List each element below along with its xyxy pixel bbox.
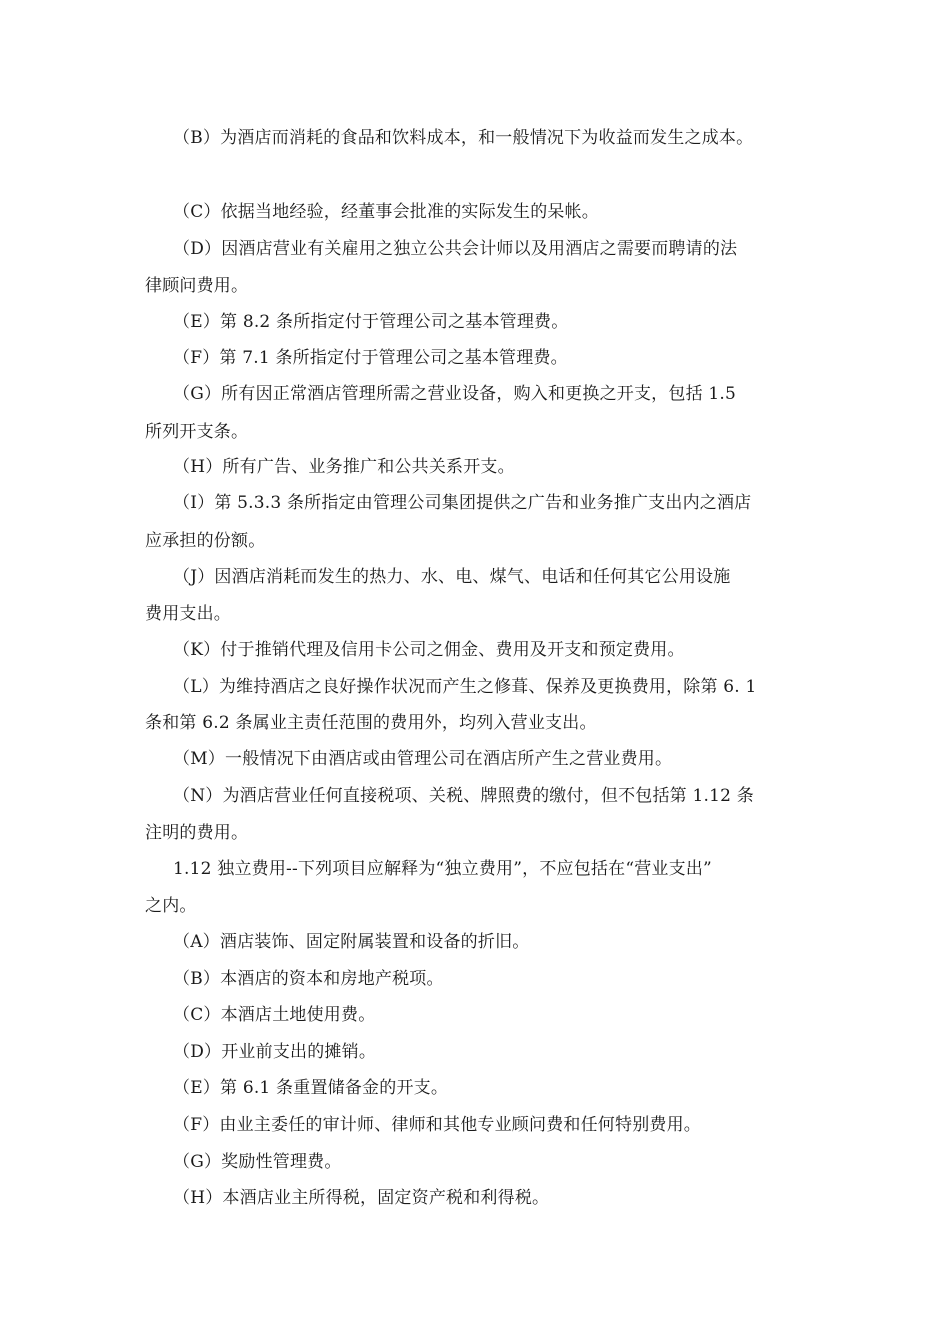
paragraph-line: （I）第 5.3.3 条所指定由管理公司集团提供之广告和业务推广支出内之酒店 bbox=[173, 493, 752, 513]
section-heading-line: 1.12 独立费用--下列项目应解释为“独立费用”，不应包括在“营业支出” bbox=[173, 859, 712, 879]
paragraph-line: （K）付于推销代理及信用卡公司之佣金、费用及开支和预定费用。 bbox=[173, 640, 685, 660]
paragraph-line: （N）为酒店营业任何直接税项、关税、牌照费的缴付，但不包括第 1.12 条 bbox=[173, 786, 754, 806]
paragraph-line: 条和第 6.2 条属业主责任范围的费用外，均列入营业支出。 bbox=[145, 713, 597, 733]
paragraph-line: 注明的费用。 bbox=[145, 823, 249, 843]
paragraph-line: （G）所有因正常酒店管理所需之营业设备，购入和更换之开支，包括 1.5 bbox=[173, 384, 737, 404]
paragraph-line: 之内。 bbox=[145, 896, 197, 916]
paragraph-line: （D）因酒店营业有关雇用之独立公共会计师以及用酒店之需要而聘请的法 bbox=[173, 239, 738, 259]
paragraph-line: 律顾问费用。 bbox=[145, 276, 249, 296]
paragraph-line: （F）第 7.1 条所指定付于管理公司之基本管理费。 bbox=[173, 348, 568, 368]
paragraph-line: （E）第 8.2 条所指定付于管理公司之基本管理费。 bbox=[173, 312, 569, 332]
paragraph-line: 应承担的份额。 bbox=[145, 531, 266, 551]
paragraph-line: （C）本酒店土地使用费。 bbox=[173, 1005, 376, 1025]
paragraph-line: 所列开支条。 bbox=[145, 422, 249, 442]
paragraph-line: （H）本酒店业主所得税，固定资产税和利得税。 bbox=[173, 1188, 550, 1208]
paragraph-line: （H）所有广告、业务推广和公共关系开支。 bbox=[173, 457, 515, 477]
paragraph-line: （G）奖励性管理费。 bbox=[173, 1152, 342, 1172]
paragraph-line: （B）本酒店的资本和房地产税项。 bbox=[173, 969, 444, 989]
paragraph-line: （L）为维持酒店之良好操作状况而产生之修葺、保养及更换费用，除第 6. 1 bbox=[173, 677, 757, 697]
paragraph-line: （J）因酒店消耗而发生的热力、水、电、煤气、电话和任何其它公用设施 bbox=[173, 567, 731, 587]
paragraph-line: （B）为酒店而消耗的食品和饮料成本，和一般情况下为收益而发生之成本。 bbox=[173, 128, 754, 148]
paragraph-line: （F）由业主委任的审计师、律师和其他专业顾问费和任何特别费用。 bbox=[173, 1115, 701, 1135]
paragraph-line: （M）一般情况下由酒店或由管理公司在酒店所产生之营业费用。 bbox=[173, 749, 673, 769]
paragraph-line: （C）依据当地经验，经董事会批准的实际发生的呆帐。 bbox=[173, 202, 600, 222]
paragraph-line: 费用支出。 bbox=[145, 604, 231, 624]
paragraph-line: （A）酒店装饰、固定附属装置和设备的折旧。 bbox=[173, 932, 530, 952]
paragraph-line: （D）开业前支出的摊销。 bbox=[173, 1042, 377, 1062]
paragraph-line: （E）第 6.1 条重置储备金的开支。 bbox=[173, 1078, 449, 1098]
